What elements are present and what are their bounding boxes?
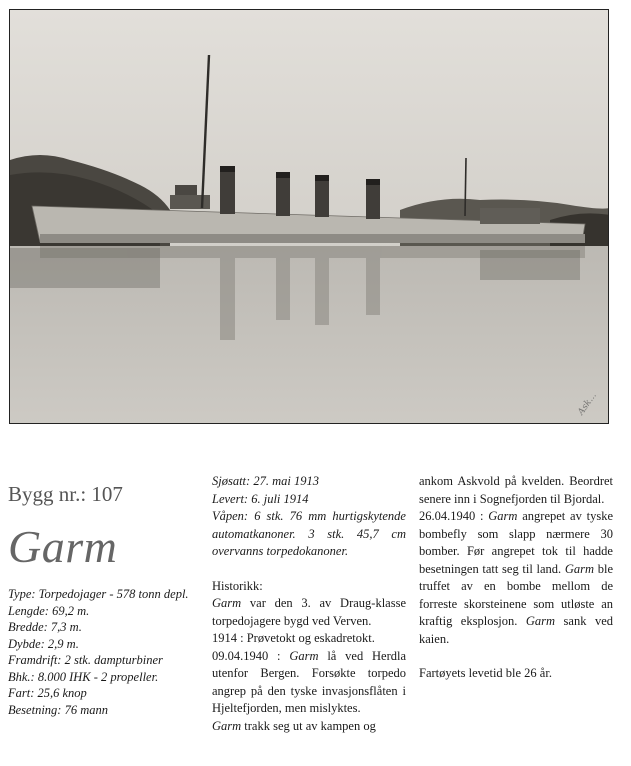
history-text: trakk seg ut av kampen og: [241, 718, 376, 733]
right-column: [419, 473, 613, 683]
spec-type: Type: Torpedojager - 578 tonn depl.: [8, 587, 189, 601]
history-date: 09.04.1940 :: [212, 648, 290, 663]
history-paragraph-6: [419, 508, 613, 648]
history-paragraph-5: ankom Askvold på kvelden. Beordret senere inn i Sognefjorden til Bjordal.: [419, 474, 613, 506]
ship-name-ref: Garm: [212, 596, 242, 610]
history-text: angrepet av tyske bombefly som slapp nærmere 30 bomber. Før angrepet tok til hadde besetningen tatt seg til land.: [419, 509, 613, 576]
build-number: Bygg nr.: 107: [8, 482, 123, 506]
launched-date: Sjøsatt: 27. mai 1913: [212, 474, 319, 488]
photo-signature: Ask...: [576, 390, 599, 418]
armament: Våpen: 6 stk. 76 mm hurtigskytende automatkanoner. 3 stk. 45,7 cm overvanns torpedokanoner.: [212, 509, 406, 558]
spec-depth: Dybde: 2,9 m.: [8, 636, 79, 651]
ship-name-ref: Garm: [525, 614, 556, 628]
ship-name-ref: Garm: [212, 718, 242, 733]
spec-speed: Fart: 25,6 knop: [8, 686, 87, 700]
spec-propulsion: Framdrift: 2 stk. dampturbiner: [8, 653, 163, 667]
spec-beam: Bredde: 7,3 m.: [8, 620, 82, 634]
history-text: var den 3. av Draug-klasse torpedojagere bygd ved Verven.: [212, 596, 406, 628]
ship-name-ref: Garm: [564, 561, 595, 576]
ship-name-ref: Garm: [488, 509, 518, 523]
ship-photo: [9, 9, 609, 424]
middle-column: [212, 473, 406, 735]
history-text: lå ved Herdla utenfor Bergen. Forsøkte torpedo angrep på den tyske invasjonsflåten i Hjeltefjorden, men mislyktes.: [212, 648, 407, 715]
history-date: 26.04.1940 :: [419, 509, 489, 523]
ship-name-ref: Garm: [289, 648, 319, 663]
history-paragraph-4: [212, 718, 406, 736]
history-text: ble truffet av en bombe mellom de forreste skorsteinene som utløste an kraftig eksplosjon.: [419, 561, 613, 628]
spec-power: Bhk.: 8.000 IHK - 2 propeller.: [8, 669, 159, 684]
history-paragraph-3: [212, 648, 406, 718]
ship-photo-drawing: [10, 10, 609, 424]
spec-length: Lengde: 69,2 m.: [8, 603, 90, 618]
lifetime-summary: Fartøyets levetid ble 26 år.: [419, 666, 552, 680]
history-text: sank ved kaien.: [419, 614, 613, 646]
history-paragraph-1: [212, 595, 406, 630]
delivered-date: Levert: 6. juli 1914: [212, 491, 309, 506]
history-title: Historikk:: [212, 578, 263, 593]
spec-crew: Besetning: 76 mann: [8, 702, 108, 717]
ship-name: Garm: [8, 521, 118, 572]
history-paragraph-2: 1914 : Prøvetokt og eskadretokt.: [212, 631, 375, 645]
ship-specs: [8, 586, 204, 718]
